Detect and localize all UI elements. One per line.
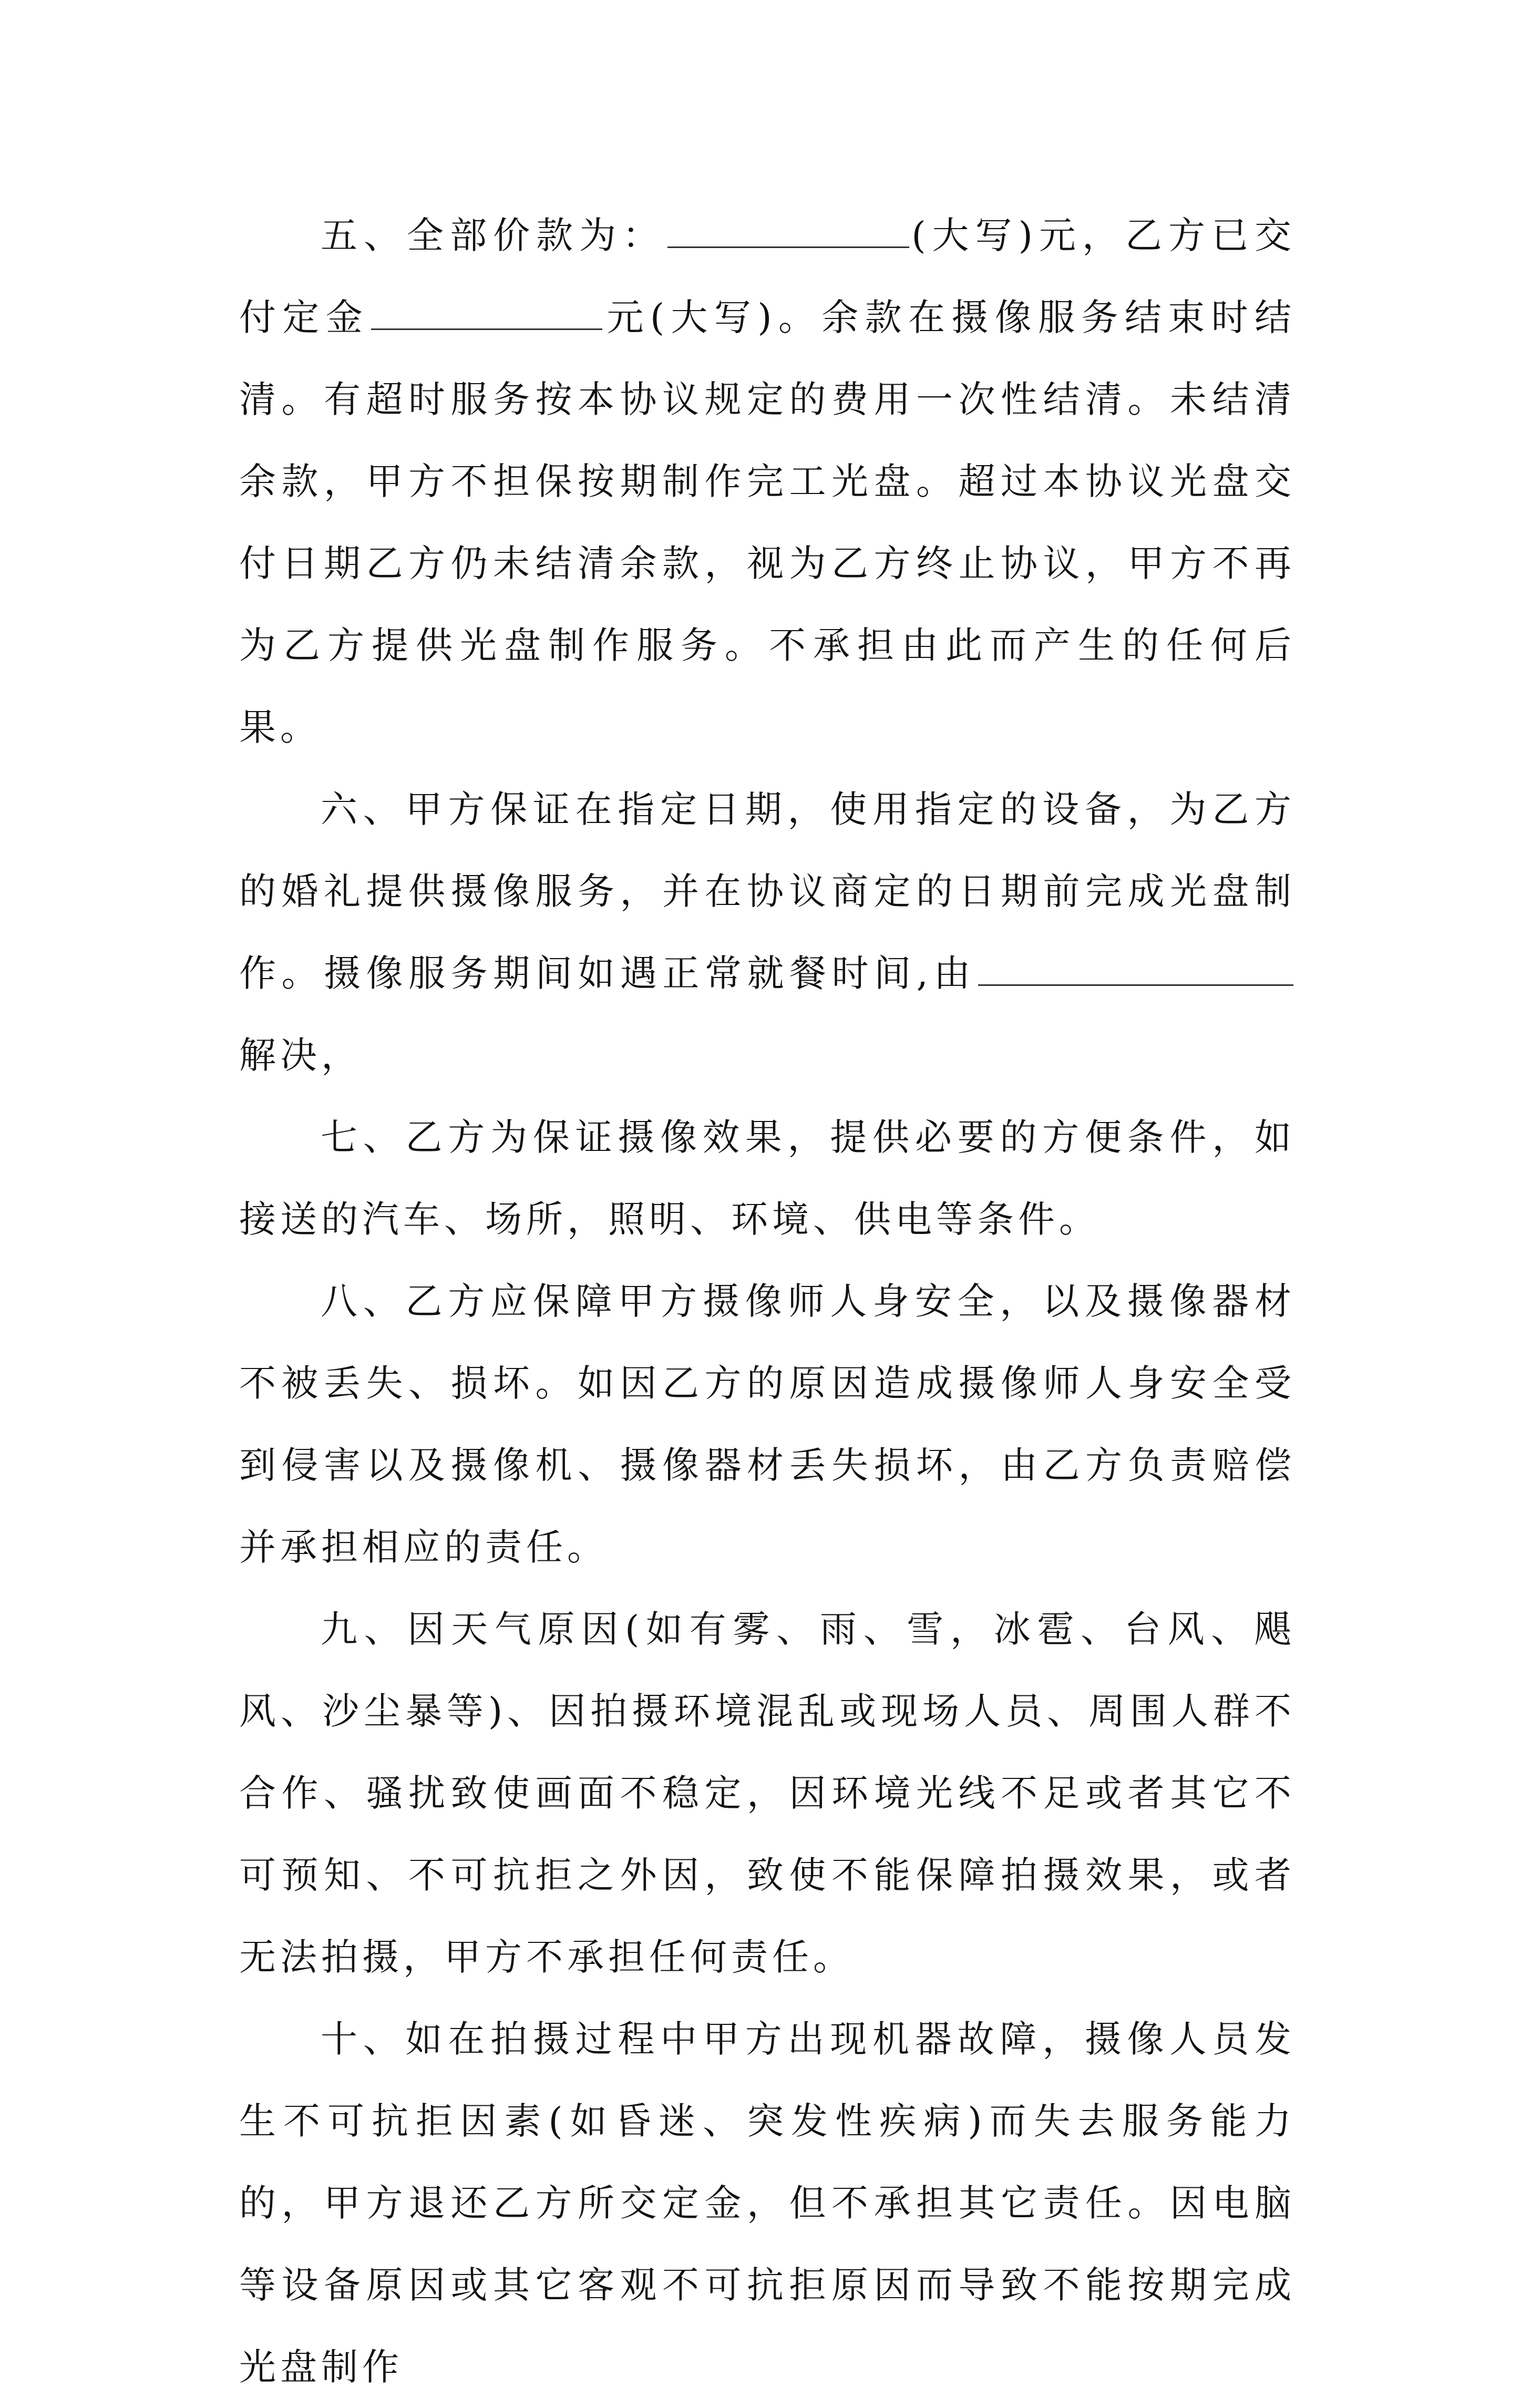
clause-8: 八、乙方应保障甲方摄像师人身安全，以及摄像器材不被丢失、损坏。如因乙方的原因造成摄像师人身安全受到侵害以及摄像机、摄像器材丢失损坏，由乙方负责赔偿并承担相应的责任。 [239, 1280, 1296, 1569]
clause-6-text-b: 解决， [239, 1034, 362, 1077]
clause-5-text-a: 五、全部价款为： [321, 214, 666, 257]
clause-5 [239, 194, 1296, 768]
clause-6 [239, 768, 1296, 1096]
clause-6-text-a: 六、甲方保证在指定日期，使用指定的设备，为乙方的婚礼提供摄像服务，并在协议商定的日期前完成光盘制作。摄像服务期间如遇正常就餐时间,由 [239, 788, 1296, 995]
clause-7: 七、乙方为保证摄像效果，提供必要的方便条件，如接送的汽车、场所，照明、环境、供电等条件。 [239, 1116, 1296, 1241]
deposit-blank [371, 292, 602, 330]
clause-10: 十、如在拍摄过程中甲方出现机器故障，摄像人员发生不可抗拒因素(如昏迷、突发性疾病)而失去服务能力的，甲方退还乙方所交定金，但不承担其它责任。因电脑等设备原因或其它客观不可抗拒原因而导致不能按期完成光盘制作 [239, 2018, 1296, 2389]
meal-arrangement-blank [978, 948, 1293, 986]
contract-body [239, 194, 1296, 2408]
clause-5-text-b: (大写)元，乙方已交付定金 [239, 214, 1296, 339]
clause-5-text-c: 元(大写)。余款在摄像服务结束时结清。有超时服务按本协议规定的费用一次性结清。未结清余款，甲方不担保按期制作完工光盘。超过本协议光盘交付日期乙方仍未结清余款，视为乙方终止协议，甲方不再为乙方提供光盘制作服务。不承担由此而产生的任何后果。 [239, 296, 1296, 749]
clause-9: 九、因天气原因(如有雾、雨、雪，冰雹、台风、飓风、沙尘暴等)、因拍摄环境混乱或现场人员、周围人群不合作、骚扰致使画面不稳定，因环境光线不足或者其它不可预知、不可抗拒之外因，致使不能保障拍摄效果，或者无法拍摄，甲方不承担任何责任。 [239, 1608, 1296, 1979]
total-price-blank [667, 210, 909, 248]
